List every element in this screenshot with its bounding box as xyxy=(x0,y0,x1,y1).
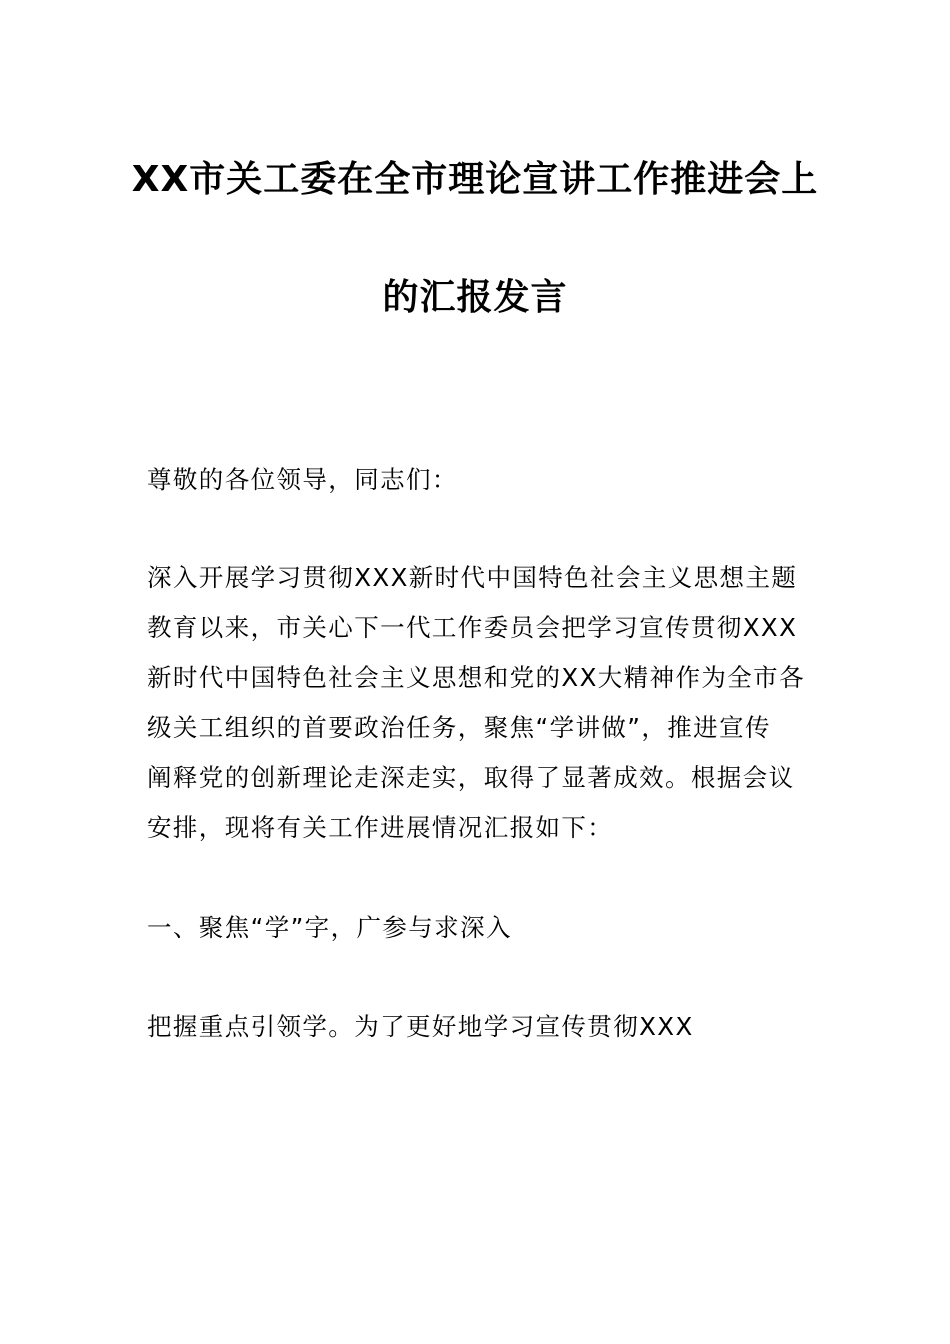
intro-line: 教育以来，市关心下一代工作委员会把学习宣传贯彻XXX xyxy=(147,613,798,642)
document-title-line-2: 的汇报发言 xyxy=(382,277,568,318)
intro-line: 级关工组织的首要政治任务，聚焦“学讲做”，推进宣传 xyxy=(147,713,771,742)
intro-line: 深入开展学习贯彻XXX新时代中国特色社会主义思想主题 xyxy=(147,563,798,592)
section-heading: 一、聚焦“学”字，广参与求深入 xyxy=(147,913,512,942)
document-title-line-1: XX市关工委在全市理论宣讲工作推进会上 xyxy=(131,159,819,200)
intro-line: 新时代中国特色社会主义思想和党的XX大精神作为全市各 xyxy=(147,663,805,692)
intro-line: 安排，现将有关工作进展情况汇报如下： xyxy=(147,813,614,842)
section-paragraph: 把握重点引领学。为了更好地学习宣传贯彻XXX xyxy=(147,1012,694,1041)
intro-line: 阐释党的创新理论走深走实，取得了显著成效。根据会议 xyxy=(147,763,795,792)
intro-paragraph xyxy=(147,553,807,853)
greeting: 尊敬的各位领导，同志们： xyxy=(147,465,458,494)
